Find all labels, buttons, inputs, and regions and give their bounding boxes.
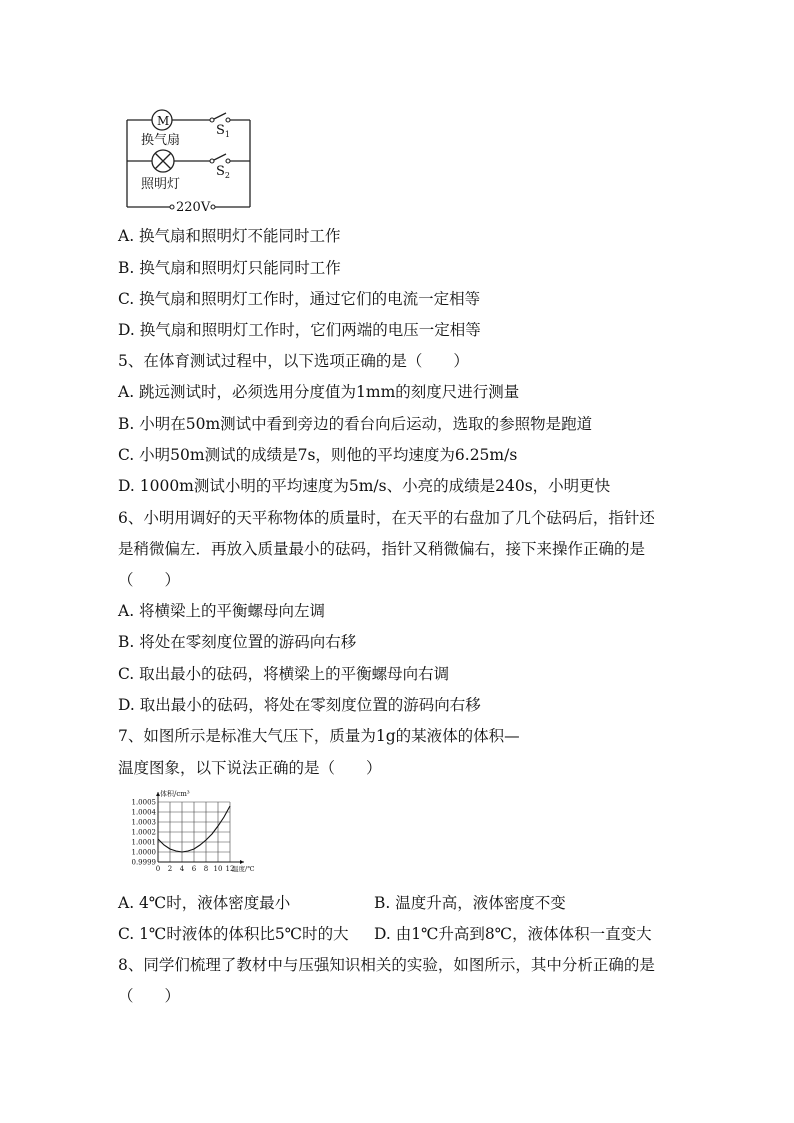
q4-option-a: A. 换气扇和照明灯不能同时工作 [118,227,341,245]
q7-option-c: C. 1℃时液体的体积比5℃时的大 [118,925,349,943]
x-tick-label: 0 [155,865,161,873]
x-tick-label: 2 [167,865,173,873]
q5-option-a: A. 跳远测试时，必须选用分度值为1mm的刻度尺进行测量 [118,383,520,401]
q7-stem-line2: 温度图象，以下说法正确的是（ ） [118,759,382,777]
x-tick-label: 4 [179,865,185,873]
q6-stem-line2: 是稍微偏左．再放入质量最小的砝码，指针又稍微偏右，接下来操作正确的是 [118,540,646,558]
lamp-label: 照明灯 [141,177,181,192]
q7-option-d: D. 由1℃升高到8℃，液体体积一直变大 [374,925,652,943]
y-tick-label: 0.9999 [131,858,156,867]
x-tick-label: 10 [213,865,223,873]
q6-option-a: A. 将横梁上的平衡螺母向左调 [118,602,326,620]
q6-option-d: D. 取出最小的砝码，将处在零刻度位置的游码向右移 [118,696,481,714]
q7-option-a: A. 4℃时，液体密度最小 [118,894,291,912]
y-tick-label: 1.0005 [131,798,156,807]
q8-stem-line1: 8、同学们梳理了教材中与压强知识相关的实验，如图所示，其中分析正确的是 [118,956,655,974]
y-tick-label: 1.0001 [131,838,156,847]
q6-stem-line1: 6、小明用调好的天平称物体的质量时，在天平的右盘加了几个砝码后，指针还 [118,509,655,527]
q5-option-b: B. 小明在50m测试中看到旁边的看台向后运动，选取的参照物是跑道 [118,415,593,433]
motor-label: M [157,114,170,128]
q4-option-c: C. 换气扇和照明灯工作时，通过它们的电流一定相等 [118,290,481,308]
q6-stem-line3: （ ） [118,571,181,589]
q6-option-b: B. 将处在零刻度位置的游码向右移 [118,633,357,651]
x-tick-label: 8 [203,865,209,873]
y-tick-label: 1.0004 [131,808,156,817]
y-tick-label: 1.0003 [131,818,156,827]
x-tick-label: 12 [225,865,235,873]
q5-stem: 5、在体育测试过程中，以下选项正确的是（ ） [118,352,469,370]
q7-option-b: B. 温度升高，液体密度不变 [374,894,566,912]
y-axis-label: 体积/cm³ [160,790,190,798]
q6-option-c: C. 取出最小的砝码，将横梁上的平衡螺母向右调 [118,665,450,683]
circuit-diagram [0,0,794,220]
x-axis-label: 温度/℃ [232,865,255,873]
voltage-label: 220V [176,200,211,215]
q8-stem-line2: （ ） [118,987,181,1005]
y-tick-label: 1.0000 [131,848,156,857]
q4-option-d: D. 换气扇和照明灯工作时，它们两端的电压一定相等 [118,321,481,339]
fan-label: 换气扇 [141,133,181,148]
volume-temperature-chart [118,788,278,878]
x-tick-label: 6 [191,865,197,873]
q4-option-b: B. 换气扇和照明灯只能同时工作 [118,259,341,277]
q7-stem-line1: 7、如图所示是标准大气压下，质量为1g的某液体的体积— [118,727,520,745]
q5-option-c: C. 小明50m测试的成绩是7s，则他的平均速度为6.25m/s [118,446,518,464]
switch1-label: $S_1$ [216,123,230,139]
q5-option-d: D. 1000m测试小明的平均速度为5m/s、小亮的成绩是240s，小明更快 [118,477,611,495]
y-tick-label: 1.0002 [131,828,156,837]
switch2-label: $S_2$ [216,164,230,180]
x-axis-arrow [240,860,244,864]
